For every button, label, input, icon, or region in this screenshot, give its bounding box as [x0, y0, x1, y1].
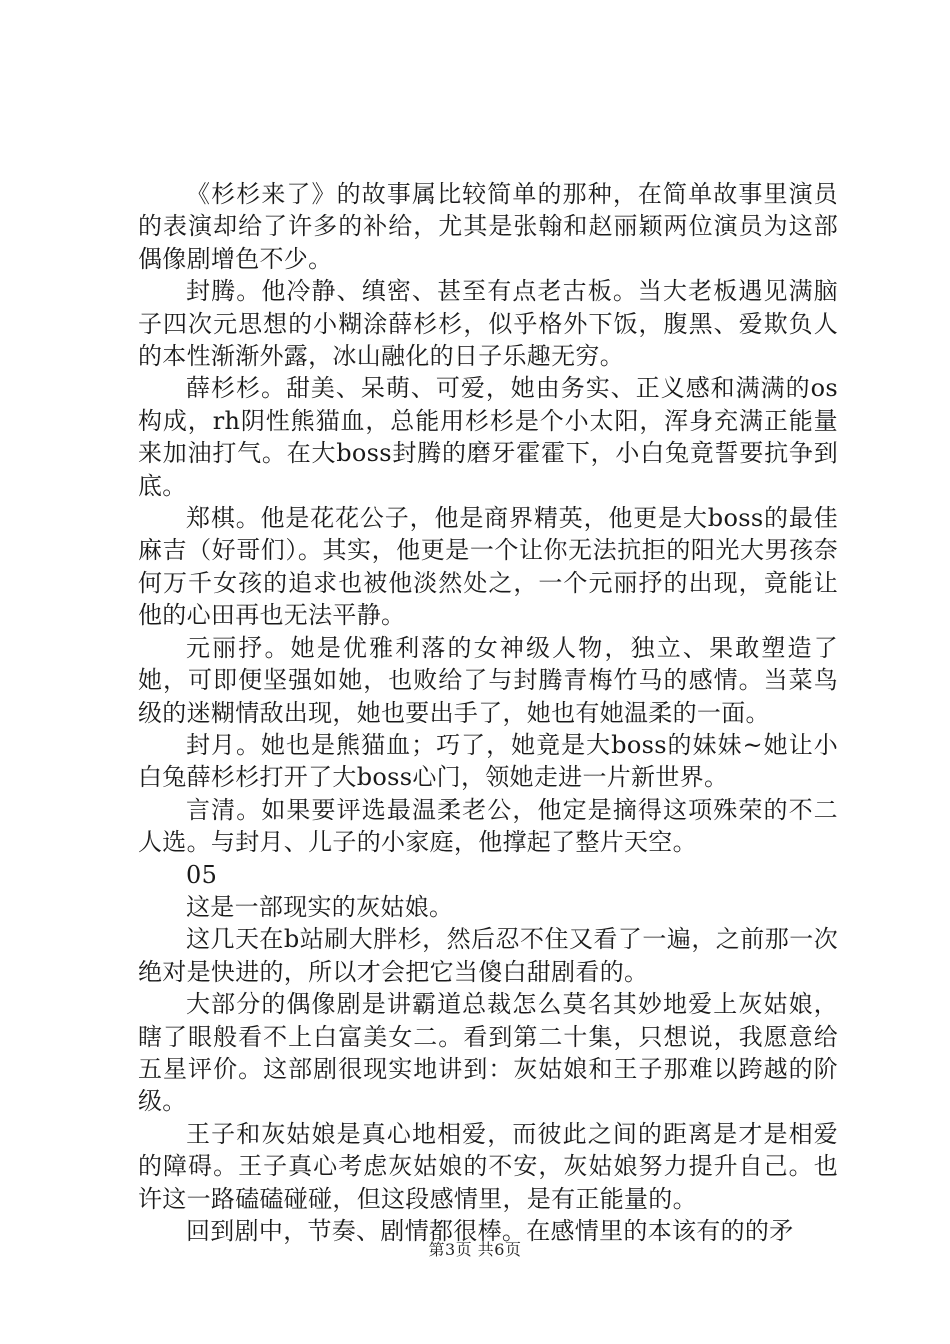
paragraph-feng-teng: 封腾。他冷静、缜密、甚至有点老古板。当大老板遇见满脑子四次元思想的小糊涂薛杉杉，似乎格外下饭，腹黑、爱欺负人的本性渐渐外露，冰山融化的日子乐趣无穷。: [138, 277, 838, 371]
paragraph-feng-yue: 封月。她也是熊猫血；巧了，她竟是大boss的妹妹~她让小白兔薛杉杉打开了大boss心门，领她走进一片新世界。: [138, 730, 838, 792]
paragraph-idol-drama: 大部分的偶像剧是讲霸道总裁怎么莫名其妙地爱上灰姑娘，瞎了眼般看不上白富美女二。看到第二十集，只想说，我愿意给五星评价。这部剧很现实地讲到：灰姑娘和王子那难以跨越的阶级。: [138, 990, 838, 1116]
paragraph-yan-qing: 言清。如果要评选最温柔老公，他定是摘得这项殊荣的不二人选。与封月、儿子的小家庭，他撑起了整片天空。: [138, 795, 838, 857]
body-text: [138, 178, 838, 1247]
paragraph-back-to-drama: 回到剧中，节奏、剧情都很棒。在感情里的本该有的的矛: [186, 1217, 794, 1245]
paragraph-zheng-qi: 郑棋。他是花花公子，他是商界精英，他更是大boss的最佳麻吉（好哥们）。其实，他更是一个让你无法抗拒的阳光大男孩奈何万千女孩的追求也被他淡然处之，一个元丽抒的出现，竟能让他的心田再也无法平静。: [138, 504, 838, 630]
section-number: 05: [186, 860, 218, 889]
paragraph-intro: 《杉杉来了》的故事属比较简单的那种，在简单故事里演员的表演却给了许多的补给，尤其是张翰和赵丽颖两位演员为这部偶像剧增色不少。: [138, 180, 838, 273]
page-footer: [0, 1240, 950, 1260]
paragraph-prince: 王子和灰姑娘是真心地相爱，而彼此之间的距离是才是相爱的障碍。王子真心考虑灰姑娘的不安，灰姑娘努力提升自己。也许这一路磕磕碰碰，但这段感情里，是有正能量的。: [138, 1119, 838, 1213]
page-number: 第3页 共6页: [428, 1240, 522, 1259]
paragraph-yuan-lishu: 元丽抒。她是优雅利落的女神级人物，独立、果敢塑造了她，可即便坚强如她，也败给了与封腾青梅竹马的感情。当菜鸟级的迷糊情敌出现，她也要出手了，她也有她温柔的一面。: [138, 633, 838, 727]
paragraph-cinderella: 这是一部现实的灰姑娘。: [186, 892, 454, 921]
paragraph-rewatch: 这几天在b站刷大胖杉，然后忍不住又看了一遍，之前那一次绝对是快进的，所以才会把它当傻白甜剧看的。: [138, 925, 838, 986]
paragraph-xue-shanshan: 薛杉杉。甜美、呆萌、可爱，她由务实、正义感和满满的os构成，rh阴性熊猫血，总能用杉杉是个小太阳，浑身充满正能量来加油打气。在大boss封腾的磨牙霍霍下，小白兔竟誓要抗争到底。: [138, 374, 838, 500]
